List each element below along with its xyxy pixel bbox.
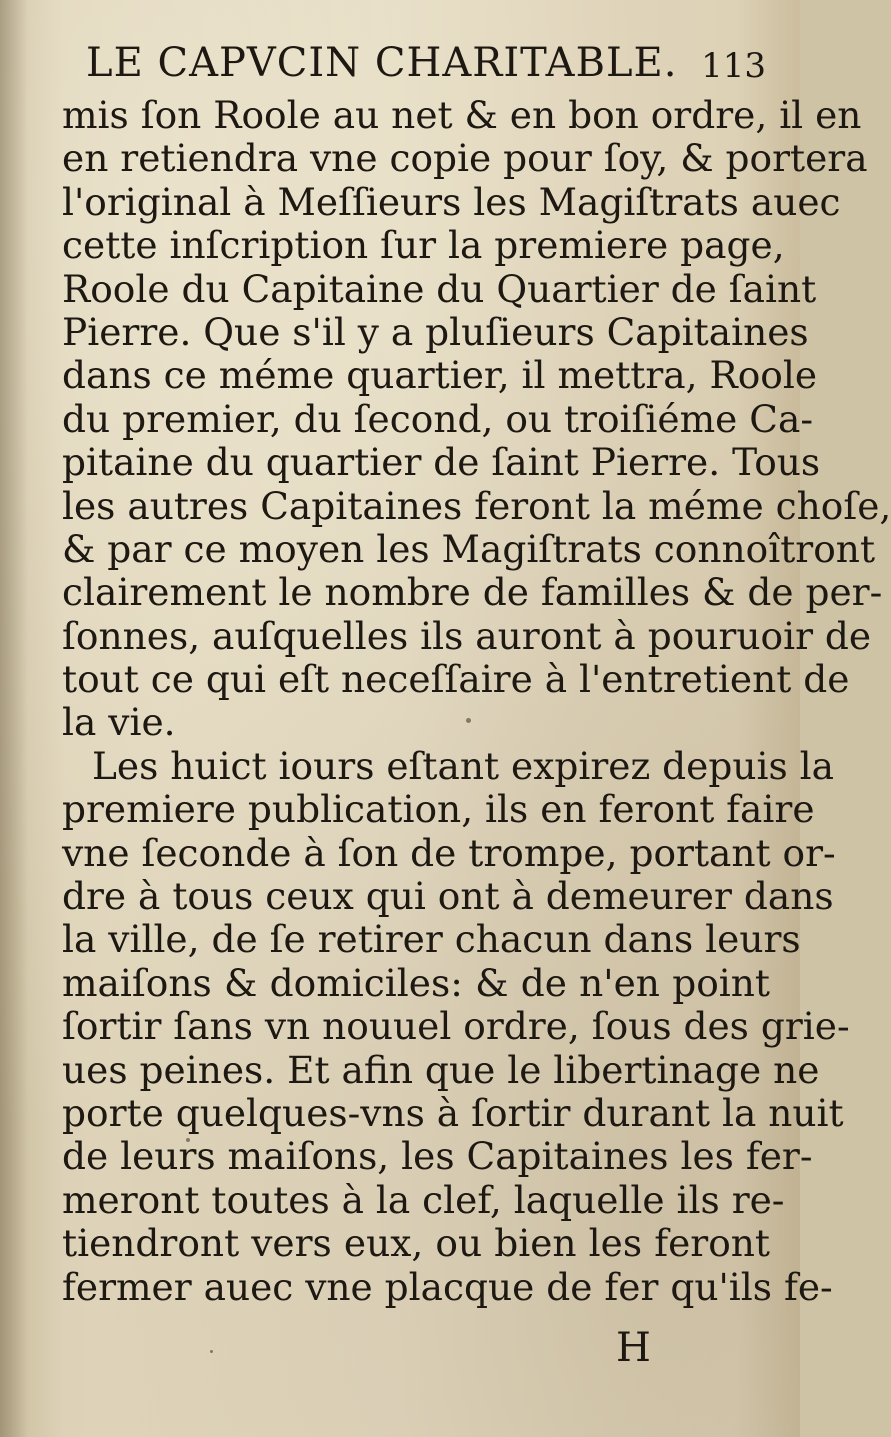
gutter-shadow — [0, 0, 28, 1437]
text-line: pitaine du quartier de ſaint Pierre. Tous — [62, 440, 821, 485]
text-line: ſonnes, auſquelles ils auront à pouruoir de — [62, 613, 872, 658]
text-line: fermer auec vne placque de fer qu'ils fe- — [62, 1264, 833, 1309]
text-line: de leurs maiſons, les Capitaines les fer- — [62, 1134, 813, 1179]
text-line: clairement le nombre de familles & de per- — [62, 570, 883, 615]
paragraph-end-line: la vie. — [62, 700, 176, 745]
text-line: Roole du Capitaine du Quartier de ſaint — [62, 266, 817, 311]
text-line: du premier, du ſecond, ou troiſiéme Ca- — [62, 396, 813, 441]
text-line: tiendront vers eux, ou bien les feront — [62, 1221, 770, 1266]
text-line: ſortir ſans vn nouuel ordre, ſous des grie- — [62, 1004, 850, 1049]
text-line: meront toutes à la clef, laquelle ils re- — [62, 1177, 785, 1222]
text-line: tout ce qui eſt neceſſaire à l'entretient de — [62, 657, 850, 702]
text-line: les autres Capitaines feront la méme choſe, — [62, 483, 891, 528]
text-line: en retiendra vne copie pour ſoy, & portera — [62, 136, 868, 181]
text-line: cette inſcription ſur la premiere page, — [62, 223, 785, 268]
page-number: 113 — [701, 46, 766, 86]
body-text — [62, 93, 891, 1309]
text-line: ues peines. Et afin que le libertinage ne — [62, 1047, 820, 1092]
running-title: LE CAPVCIN CHARITABLE. — [86, 40, 678, 86]
page-header — [86, 40, 766, 92]
text-line: dre à tous ceux qui ont à demeurer dans — [62, 874, 834, 919]
signature-mark: H — [616, 1325, 651, 1371]
text-line: premiere publication, ils en feront faire — [62, 787, 815, 832]
paper-speck — [210, 1350, 213, 1353]
text-line: mis ſon Roole au net & en bon ordre, il en — [62, 93, 862, 137]
text-line: l'original à Meſſieurs les Magiſtrats auec — [62, 179, 841, 224]
text-line: Pierre. Que s'il y a pluſieurs Capitaines — [62, 309, 809, 354]
text-line: maiſons & domiciles: & de n'en point — [62, 960, 770, 1005]
text-line: vne ſeconde à ſon de trompe, portant or- — [62, 830, 836, 875]
text-line: dans ce méme quartier, il mettra, Roole — [62, 353, 818, 398]
paragraph-first-line: Les huict iours eſtant expirez depuis la — [92, 743, 834, 788]
text-line: la ville, de ſe retirer chacun dans leurs — [62, 917, 801, 962]
text-line: porte quelques-vns à ſortir durant la nuit — [62, 1090, 844, 1135]
text-line: & par ce moyen les Magiſtrats connoîtront — [62, 526, 876, 571]
